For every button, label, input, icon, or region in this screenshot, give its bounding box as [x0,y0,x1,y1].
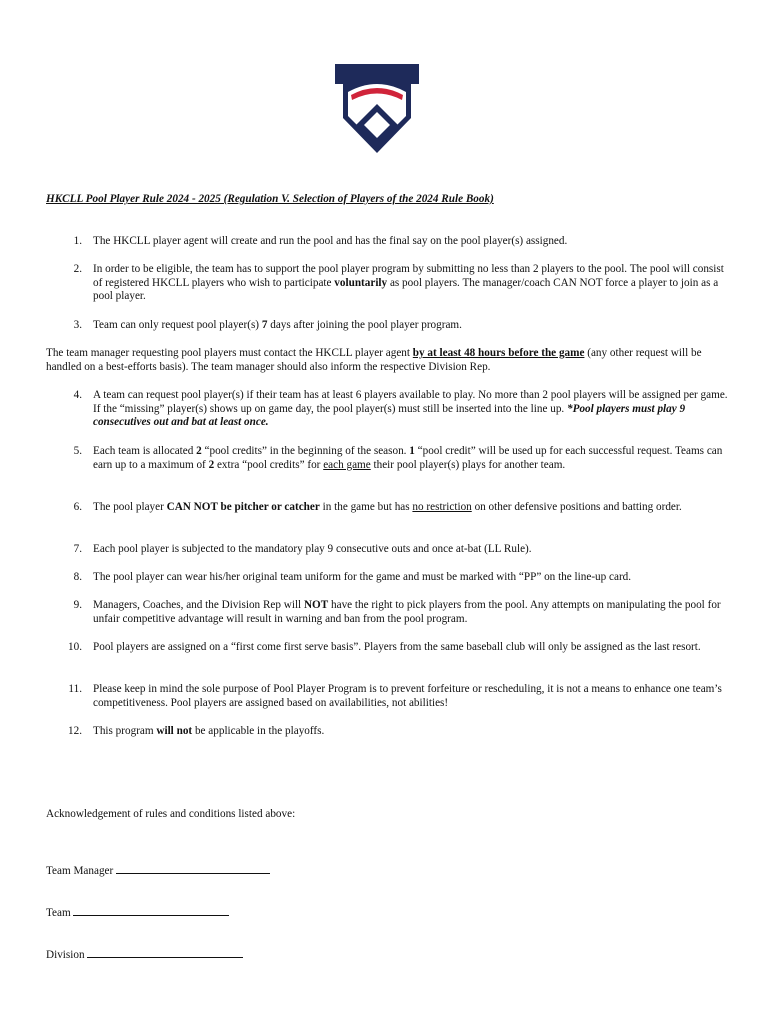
team-manager-signature-line[interactable] [46,864,270,877]
rule-number: 9. [73,599,82,611]
rule-text: Managers, Coaches, and the Division Rep will NOT have the right to pick players from the pool. Any attempts on manipulating the pool for unfair competitive advantage will result in warning and ban from the pool program. [93,599,721,625]
rule-text: This program will not be applicable in the playoffs. [93,725,325,737]
rule-text: Each pool player is subjected to the mandatory play 9 consecutive outs and once at-bat (LL Rule). [93,543,532,555]
team-manager-label: Team Manager [46,865,114,877]
contact-note: The team manager requesting pool players must contact the HKCLL player agent by at least 48 hours before the game (any other request will be handled on a best-efforts basis). The team manager should also inform the respective Division Rep. [46,347,702,373]
rule-number: 2. [73,263,82,275]
division-label: Division [46,949,85,961]
team-blank[interactable] [73,906,229,916]
team-signature-line[interactable] [46,906,229,919]
rule-text: A team can request pool player(s) if their team has at least 6 players available to play. No more than 2 pool players will be assigned per game. If the “missing” player(s) shows up on game day, the pool player(s) must still be inserted into the line up. *Pool players must play 9 consecutives out and bat at least once. [93,389,728,429]
rule-number: 10. [68,641,82,653]
team-label: Team [46,907,71,919]
rule-text: In order to be eligible, the team has to support the pool player program by submitting no less than 2 players to the pool. The pool will consist of registered HKCLL players who wish to participate voluntarily as pool players. The manager/coach CAN NOT force a player to join as a pool player. [93,263,724,303]
rule-number: 4. [73,389,82,401]
rule-number: 7. [73,543,82,555]
acknowledgement-label: Acknowledgement of rules and conditions listed above: [46,808,296,820]
rule-text: Please keep in mind the sole purpose of Pool Player Program is to prevent forfeiture or rescheduling, it is not a means to enhance one team’s competitiveness. Pool players are assigned based on availabilities, not abilities! [93,683,722,709]
document-title: HKCLL Pool Player Rule 2024 - 2025 (Regulation V. Selection of Players of the 2024 Rule Book) [46,193,494,205]
team-manager-blank[interactable] [116,864,270,874]
rule-number: 6. [73,501,82,513]
rule-text: The pool player CAN NOT be pitcher or catcher in the game but has no restriction on other defensive positions and batting order. [93,501,682,513]
little-league-logo [330,62,424,156]
rule-number: 12. [68,725,82,737]
rule-text: Team can only request pool player(s) 7 days after joining the pool player program. [93,319,462,331]
rule-text: Each team is allocated 2 “pool credits” in the beginning of the season. 1 “pool credit” will be used up for each successful request. Teams can earn up to a maximum of 2 extra “pool credits” for each game their pool player(s) plays for another team. [93,445,723,471]
rule-number: 1. [73,235,82,247]
rule-text: The HKCLL player agent will create and run the pool and has the final say on the pool player(s) assigned. [93,235,568,247]
division-signature-line[interactable] [46,948,243,961]
rule-number: 5. [73,445,82,457]
rule-text: Pool players are assigned on a “first come first serve basis”. Players from the same baseball club will only be assigned as the last resort. [93,641,701,653]
rule-number: 11. [68,683,82,695]
rule-text: The pool player can wear his/her original team uniform for the game and must be marked with “PP” on the line-up card. [93,571,632,583]
rule-number: 3. [73,319,82,331]
rule-number: 8. [73,571,82,583]
division-blank[interactable] [87,948,243,958]
